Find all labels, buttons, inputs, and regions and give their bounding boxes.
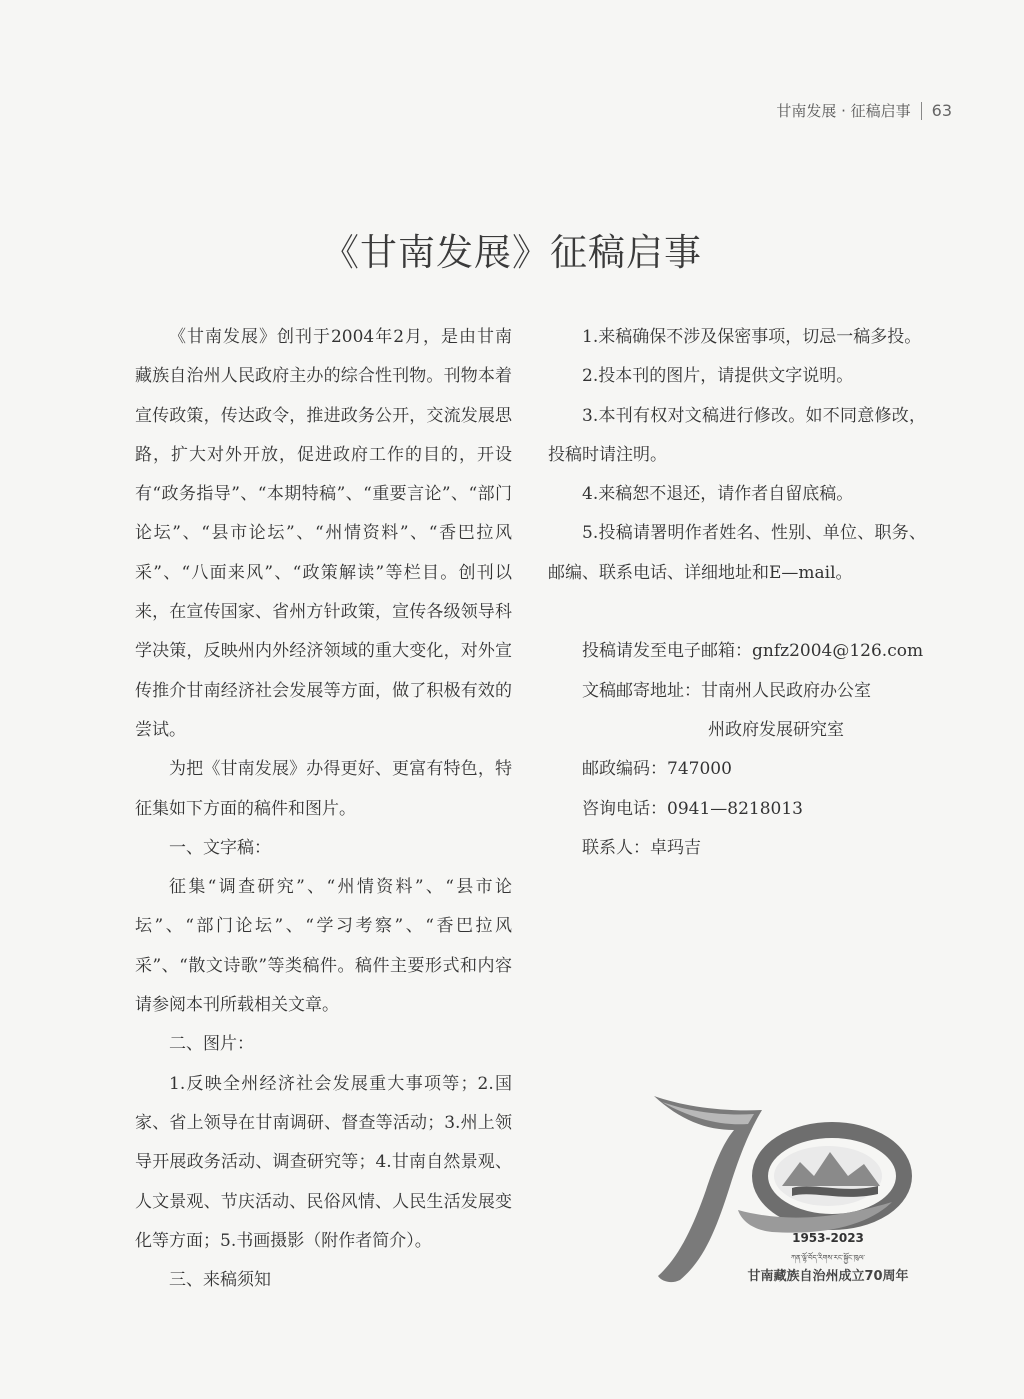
left-column: [135, 318, 512, 1300]
logo-caption: 甘南藏族自治州成立70周年: [747, 1269, 909, 1284]
contact-postcode: 邮政编码：747000: [582, 759, 732, 780]
section1-body: 征集“调查研究”、“州情资料”、“县市论坛”、“部门论坛”、“学习考察”、“香巴拉风采”、“散文诗歌”等类稿件。稿件主要形式和内容请参阅本刊所载相关文章。: [135, 877, 512, 1016]
rule-item: 1.来稿确保不涉及保密事项，切忌一稿多投。: [582, 327, 922, 347]
logo-tibetan-text: ཀན་ལྷོ་བོད་རིགས་རང་སྐྱོང་ཁུལ་: [790, 1254, 866, 1262]
right-column: [548, 318, 926, 868]
header-section-title: 甘南发展 · 征稿启事: [776, 102, 911, 120]
purpose-paragraph: 为把《甘南发展》办得更好、更富有特色，特征集如下方面的稿件和图片。: [135, 759, 512, 819]
rule-item: 2.投本刊的图片，请提供文字说明。: [582, 366, 854, 387]
spacer: [548, 593, 926, 632]
section2-heading: 二、图片：: [169, 1034, 254, 1055]
page-title: 《甘南发展》征稿启事: [322, 231, 702, 274]
rule-item: 4.来稿恕不退还，请作者自留底稿。: [582, 484, 854, 505]
section1-heading: 一、文字稿：: [169, 837, 271, 858]
anniversary-70-logo-icon: [642, 1090, 924, 1290]
logo-years: 1953-2023: [792, 1231, 864, 1245]
section3-heading: 三、来稿须知: [169, 1270, 271, 1291]
section2-body: 1.反映全州经济社会发展重大事项等；2.国家、省上领导在甘南调研、督查等活动；3.州上领导开展政务活动、调查研究等；4.甘南自然景观、人文景观、节庆活动、民俗风情、人民生活发展变化等方面；5.书画摄影（附作者简介）。: [135, 1073, 512, 1251]
contact-email: 投稿请发至电子邮箱：gnfz2004@126.com: [582, 641, 924, 662]
page-number: 63: [931, 101, 952, 120]
contact-address-line2: 州政府发展研究室: [708, 719, 844, 740]
contact-address: 文稿邮寄地址：甘南州人民政府办公室: [582, 680, 871, 701]
running-header: [776, 100, 952, 121]
contact-phone: 咨询电话：0941—8218013: [582, 798, 803, 819]
rule-item: 5.投稿请署明作者姓名、性别、单位、职务、邮编、联系电话、详细地址和E—mail。: [548, 523, 926, 583]
rule-item: 3.本刊有权对文稿进行修改。如不同意修改，投稿时请注明。: [548, 405, 926, 465]
header-divider: [921, 102, 922, 120]
contact-person: 联系人：卓玛吉: [582, 837, 701, 858]
intro-paragraph: 《甘南发展》创刊于2004年2月，是由甘南藏族自治州人民政府主办的综合性刊物。刊物本着宣传政策，传达政令，推进政务公开，交流发展思路，扩大对外开放，促进政府工作的目的，开设有“政务指导”、“本期特稿”、“重要言论”、“部门论坛”、“县市论坛”、“州情资料”、“香巴拉风采”、“八面来风”、“政策解读”等栏目。创刊以来，在宣传国家、省州方针政策，宣传各级领导科学决策，反映州内外经济领域的重大变化，对外宣传推介甘南经济社会发展等方面，做了积极有效的尝试。: [135, 327, 512, 740]
